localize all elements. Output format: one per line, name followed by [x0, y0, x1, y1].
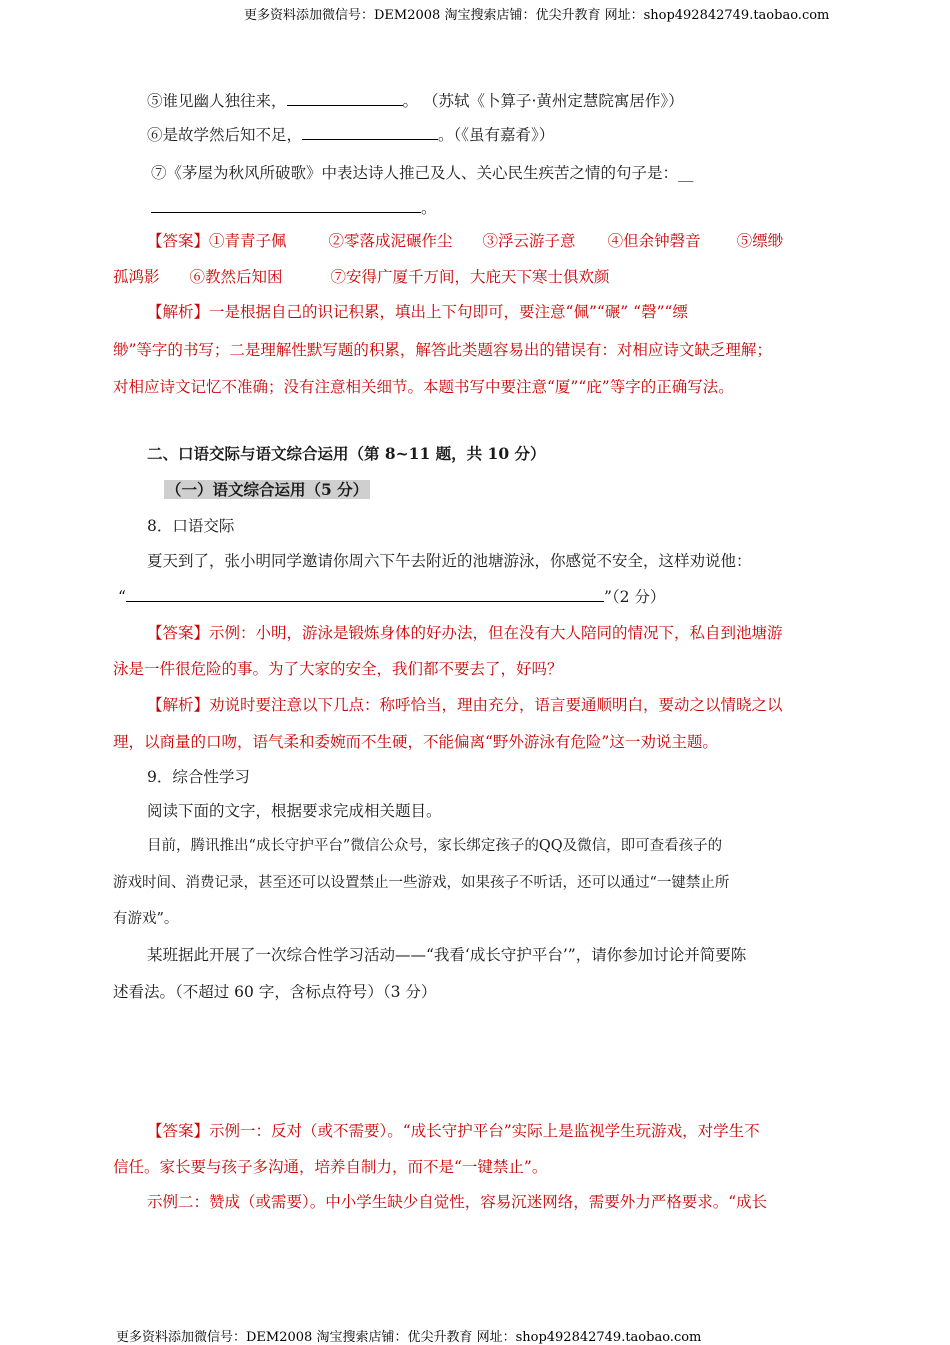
- q9-answer-line-1: [147, 1121, 760, 1141]
- q7-analysis-line-2: 缈”等字的书写；二是理解性默写题的积累，解答此类题容易出的错误有：对相应诗文缺乏理解；: [113, 341, 772, 359]
- q8-close: ”（2 分）: [603, 588, 666, 606]
- fill-blank-5[interactable]: [287, 91, 403, 106]
- answer-item-5: ⑤缥缈: [736, 232, 784, 250]
- recite-line-7b-post: 。: [421, 199, 437, 217]
- recite-line-6-pre: ⑥是故学然后知不足，: [147, 126, 303, 144]
- answer-item-2: ②零落成泥碾作尘: [328, 232, 453, 250]
- q8-analysis-line-1: [147, 695, 783, 715]
- q8-answer-blank-line: [118, 587, 665, 607]
- q9-title: 9．综合性学习: [147, 768, 250, 786]
- q9-task-line-1: 某班据此开展了一次综合性学习活动——“我看‘成长守护平台’”，请你参加讨论并简要陈: [147, 946, 747, 964]
- q7-answer-line-1: [147, 231, 783, 251]
- analysis-tag: 【解析】: [147, 696, 210, 714]
- answer-item-4: ④但余钟磬音: [607, 232, 701, 250]
- q9-answer-line-2: 信任。家长要与孩子多沟通，培养自制力，而不是“一键禁止”。: [113, 1158, 548, 1176]
- answer-tag: 【答案】: [147, 232, 210, 250]
- footer-watermark: 更多资料添加微信号：DEM2008 淘宝搜索店铺：优尖升教育 网址：shop492842749.taobao.com: [116, 1330, 702, 1345]
- q8-fill-blank[interactable]: [126, 587, 604, 602]
- recite-line-7b: [151, 198, 437, 218]
- q8-answer-line-1: [147, 623, 783, 643]
- answer-item-6: ⑥教然后知困: [189, 268, 283, 286]
- q8-answer-line-2: 泳是一件很危险的事。为了大家的安全，我们都不要去了，好吗？: [113, 660, 563, 678]
- q9-answer-text-1: 示例一：反对（或不需要）。“成长守护平台”实际上是监视学生玩游戏，对学生不: [209, 1122, 760, 1140]
- q8-answer-text-1: 示例：小明，游泳是锻炼身体的好办法，但在没有大人陪同的情况下，私自到池塘游: [209, 624, 783, 642]
- answer-tag: 【答案】: [147, 1122, 210, 1140]
- answer-tag: 【答案】: [147, 624, 210, 642]
- q8-analysis-text-1: 劝说时要注意以下几点：称呼恰当，理由充分，语言要通顺明白，要动之以情晓之以: [209, 696, 783, 714]
- recite-line-6: [147, 125, 554, 145]
- section-2-title: 二、口语交际与语文综合运用（第 8~11 题，共 10 分）: [147, 444, 546, 463]
- recite-line-5: [147, 91, 684, 111]
- answer-item-3: ③浮云游子意: [482, 232, 576, 250]
- fill-blank-6[interactable]: [302, 125, 438, 140]
- q7-analysis-line-3: 对相应诗文记忆不准确；没有注意相关细节。本题书写中要注意“厦”“庇”等字的正确写法。: [113, 378, 734, 396]
- recite-line-5-post: 。 （苏轼《卜算子·黄州定慧院寓居作》）: [402, 92, 684, 110]
- q7-answer-line-2: [113, 267, 610, 287]
- section-2-subtitle-text: （一）语文综合运用（5 分）: [166, 480, 369, 499]
- q9-intro: 阅读下面的文字，根据要求完成相关题目。: [147, 802, 442, 820]
- q7-analysis-line-1: [147, 302, 688, 322]
- q9-task-line-2: 述看法。（不超过 60 字，含标点符号）（3 分）: [113, 983, 437, 1001]
- q9-passage-line-2: 游戏时间、消费记录，甚至还可以设置禁止一些游戏，如果孩子不听话，还可以通过“一键禁止所: [113, 875, 730, 891]
- q8-stem: 夏天到了，张小明同学邀请你周六下午去附近的池塘游泳，你感觉不安全，这样劝说他：: [147, 552, 752, 570]
- q8-title: 8．口语交际: [147, 517, 235, 535]
- answer-item-5-cont: 孤鸿影: [113, 268, 160, 286]
- analysis-text-1: 一是根据自己的识记积累，填出上下句即可，要注意“佩”“碾” “磬”“缥: [209, 303, 688, 321]
- q9-passage-line-1: 目前，腾讯推出“成长守护平台”微信公众号，家长绑定孩子的QQ及微信，即可查看孩子的: [147, 838, 723, 854]
- answer-item-7: ⑦安得广厦千万间，大庇天下寒士俱欢颜: [330, 268, 610, 286]
- q9-passage-line-3: 有游戏”。: [113, 911, 179, 927]
- q9-answer-line-3: 示例二：赞成（或需要）。中小学生缺少自觉性，容易沉迷网络，需要外力严格要求。“成长: [147, 1193, 768, 1211]
- recite-line-6-post: 。（《虽有嘉肴》）: [438, 126, 555, 144]
- analysis-tag: 【解析】: [147, 303, 210, 321]
- q8-open-quote: “: [118, 588, 126, 606]
- recite-line-7: ⑦《茅屋为秋风所破歌》中表达诗人推己及人、关心民生疾苦之情的句子是：__: [151, 164, 694, 182]
- header-watermark: 更多资料添加微信号：DEM2008 淘宝搜索店铺：优尖升教育 网址：shop492842749.taobao.com: [244, 8, 830, 23]
- fill-blank-7[interactable]: [151, 198, 421, 213]
- recite-line-5-pre: ⑤谁见幽人独往来，: [147, 92, 287, 110]
- answer-item-1: ①青青子佩: [209, 232, 287, 250]
- section-2-subtitle: [164, 480, 370, 500]
- q8-analysis-line-2: 理，以商量的口吻，语气柔和委婉而不生硬，不能偏离“野外游泳有危险”这一劝说主题。: [113, 733, 718, 751]
